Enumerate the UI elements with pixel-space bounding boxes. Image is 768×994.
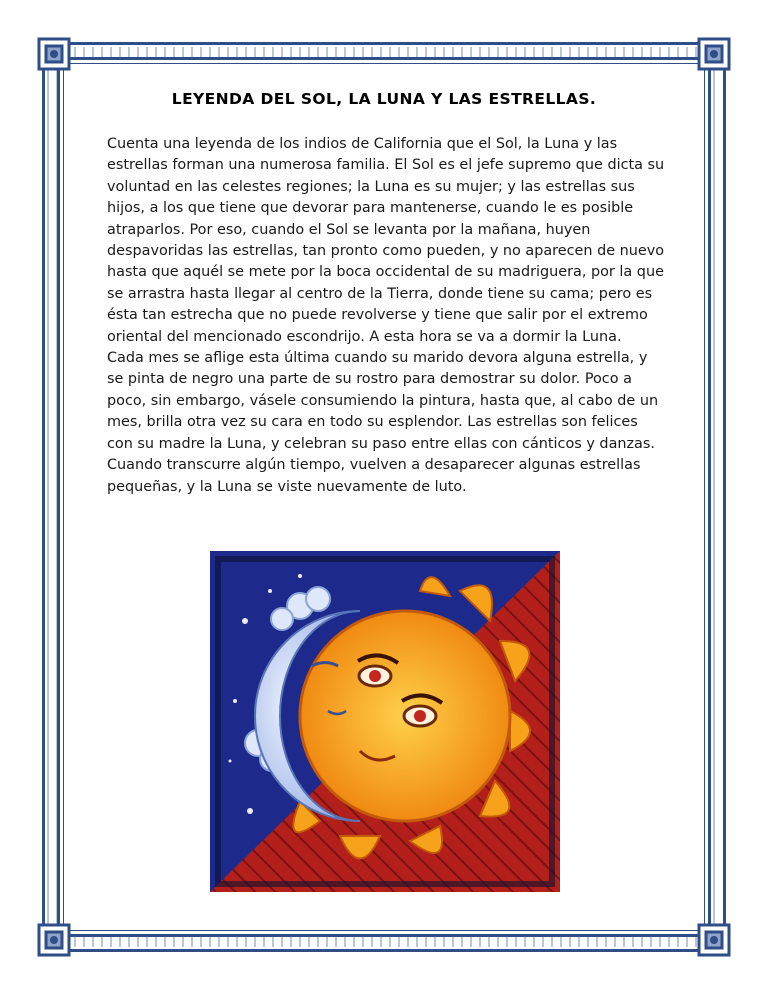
corner-ornament-icon <box>37 923 71 957</box>
paragraph: Cada mes se aflige esta última cuando su marido devora alguna estrella, y se pinta de negro una parte de su rostro para demostrar su dolor. Poco a poco, sin embargo, vásele consumiendo la pintura, hasta que, al cabo de un mes, brilla otra vez su cara en todo su esplendor. Las estrellas son felices con su madre la Luna, y celebran su paso entre ellas con cánticos y danzas. Cuando transcurre algún tiempo, vuelven a desaparecer algunas estrellas pequeñas, y la Luna se viste nuevamente de luto. <box>107 350 659 495</box>
document-title: LEYENDA DEL SOL, LA LUNA Y LAS ESTRELLAS. <box>171 90 597 108</box>
corner-ornament-icon <box>697 923 731 957</box>
corner-ornament-icon <box>697 37 731 71</box>
document-body <box>107 134 667 498</box>
paragraph: Cuenta una leyenda de los indios de California que el Sol, la Luna y las estrellas forman una numerosa familia. El Sol es el jefe supremo que dicta su voluntad en las celestes regiones; la Luna es su mujer; y las estrellas sus hijos, a los que tiene que devorar para mantenerse, cuando le es posible atraparlos. Por eso, cuando el Sol se levanta por la mañana, huyen despavoridas las estrellas, tan pronto como pueden, y no aparecen de nuevo hasta que aquél se mete por la boca occidental de su madriguera, por la que se arrastra hasta llegar al centro de la Tierra, donde tiene su cama; pero es ésta tan estrecha que no puede revolverse y tiene que salir por el extremo oriental del mencionado escondrijo. A esta hora se va a dormir la Luna. <box>107 136 665 345</box>
corner-ornament-icon <box>37 37 71 71</box>
sun-moon-illustration-icon <box>210 551 560 892</box>
